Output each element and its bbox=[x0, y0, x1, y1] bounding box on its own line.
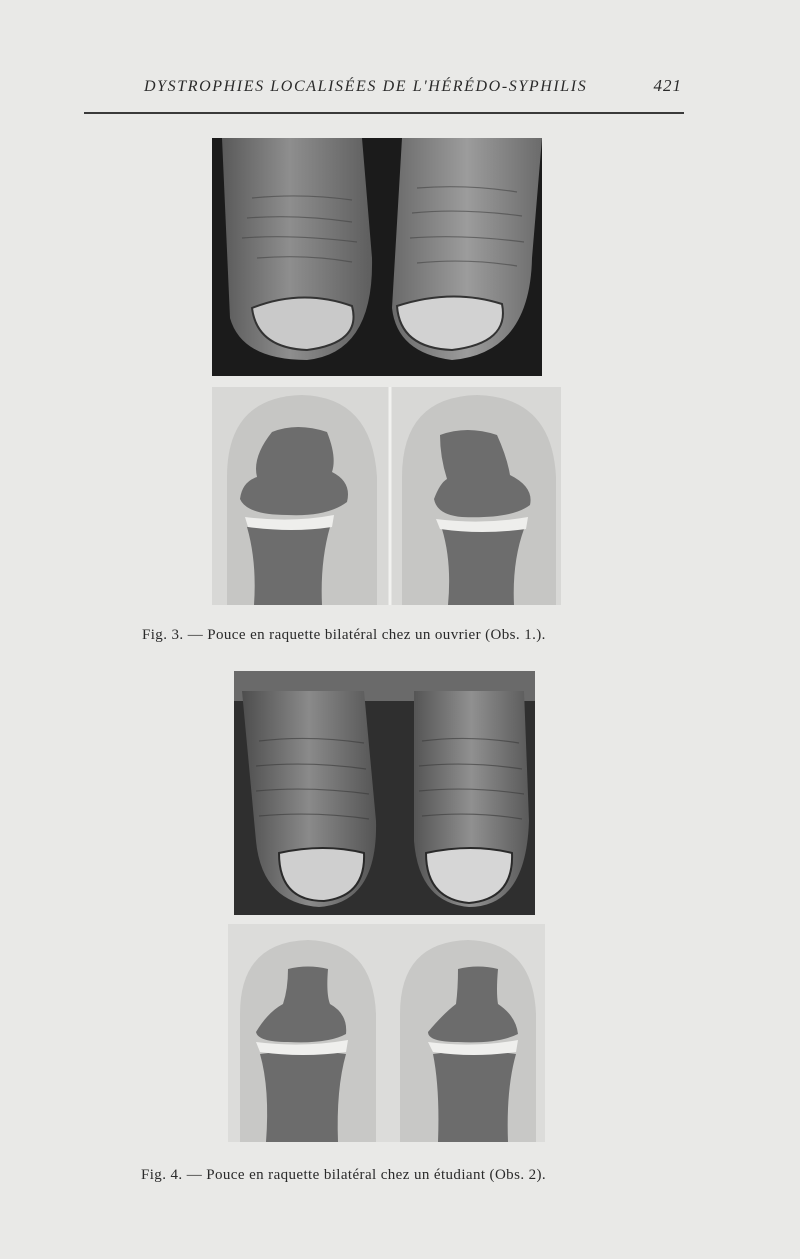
fig3-caption: Fig. 3. — Pouce en raquette bilatéral chez un ouvrier (Obs. 1.). bbox=[142, 627, 546, 643]
running-title: DYSTROPHIES LOCALISÉES DE L'HÉRÉDO-SYPHILIS bbox=[144, 78, 588, 95]
running-head bbox=[84, 76, 684, 100]
fig3-radiograph bbox=[212, 387, 561, 605]
fig4-photograph bbox=[234, 671, 535, 915]
fig4-radiograph bbox=[228, 924, 545, 1142]
fig3-photograph bbox=[212, 138, 542, 376]
fig4-caption: Fig. 4. — Pouce en raquette bilatéral chez un étudiant (Obs. 2). bbox=[141, 1167, 547, 1183]
header-rule bbox=[84, 112, 684, 114]
page-number: 421 bbox=[653, 76, 682, 95]
